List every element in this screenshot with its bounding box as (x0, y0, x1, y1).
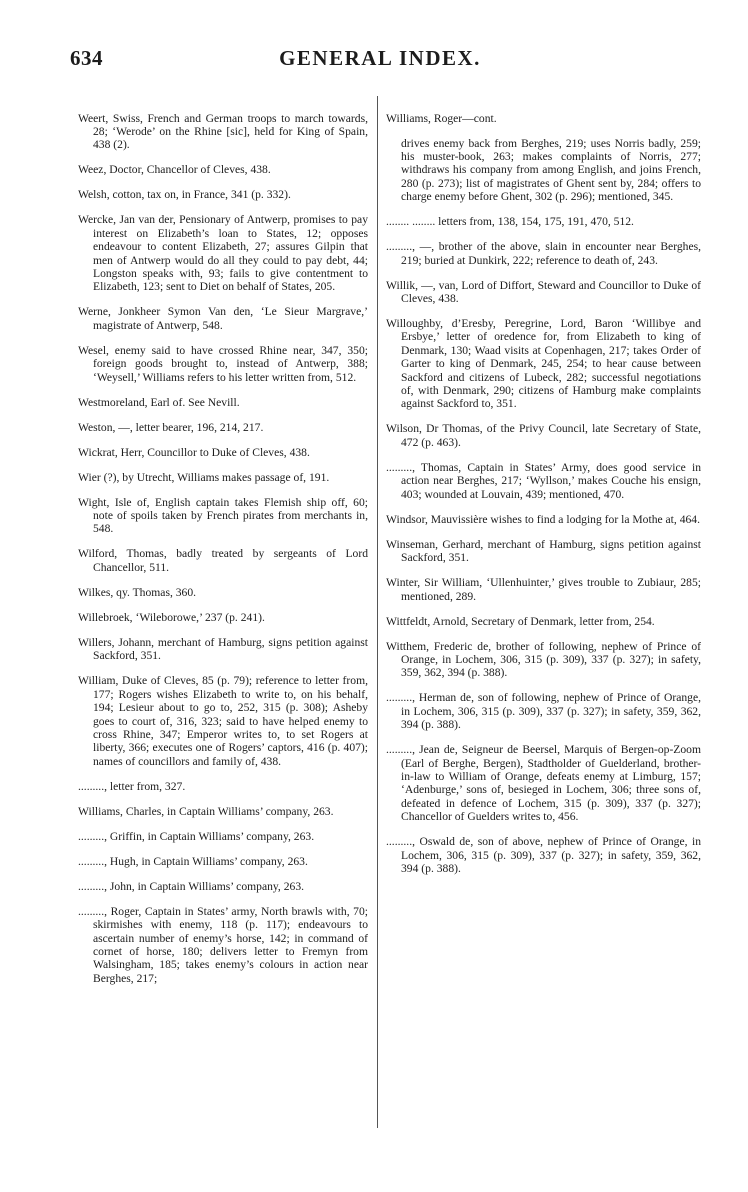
left-column (78, 100, 368, 991)
index-entry: ........., Thomas, Captain in States’ Army, does good service in action near Berghes, 217; ‘Wyllson,’ makes Couche his ensign, 403; wounded at Louvain, 439; mentioned, 470. (386, 460, 701, 501)
index-entry: Willers, Johann, merchant of Hamburg, signs petition against Sackford, 351. (78, 635, 368, 663)
index-entry: Westmoreland, Earl of. See Nevill. (78, 395, 240, 409)
index-entry: Wercke, Jan van der, Pensionary of Antwerp, promises to pay interest on Elizabeth’s loan to States, 12; opposes endeavour to content Elizabeth, 27; assures Gilpin that men of Antwerp would do all they could to pay debt, 44; Longston speaks with, 93; fails to give contentment to Elizabeth, 123; sent to Diet on behalf of States, 205. (78, 213, 368, 294)
index-entry: ........., Hugh, in Captain Williams’ company, 263. (78, 854, 308, 868)
right-column (386, 100, 701, 881)
index-entry: Werne, Jonkheer Symon Van den, ‘Le Sieur Margrave,’ magistrate of Antwerp, 548. (78, 305, 368, 332)
index-entry: ........., —, brother of the above, slain in encounter near Berghes, 219; buried at Dunkirk, 222; reference to death of, 243. (386, 240, 701, 267)
index-entry: Wilkes, qy. Thomas, 360. (78, 585, 197, 599)
index-entry: ........ ........ letters from, 138, 154, 175, 191, 470, 512. (386, 215, 634, 229)
index-entry-continuation: drives enemy back from Berghes, 219; uses Norris badly, 259; his muster-book, 263; makes complaints of Norris, 277; withdraws his company from among English, and joins French, 280 (p. 273); list of magistrates of Ghent sent by, 284; offers to charge enemy before Ghent, 302 (p. 296); mentioned, 345. (401, 136, 701, 204)
index-entry: Wier (?), by Utrecht, Williams makes passage of, 191. (78, 470, 330, 484)
index-entry: William, Duke of Cleves, 85 (p. 79); reference to letter from, 177; Rogers wishes Elizabeth to write to, on his behalf, 194; Lesieur about to go to, 252, 315 (p. 308); Asheby goes to court of, 316, 323; said to have helped enemy to cross Rhine, 347; Emperor writes to, to set Rogers at liberty, 366; executes one of Rogers’ captors, 416 (p. 407); names of councillors and family of, 438. (78, 674, 368, 768)
index-entry: Wittfeldt, Arnold, Secretary of Denmark, letter from, 254. (386, 614, 655, 628)
index-entry: ........., letter from, 327. (78, 779, 186, 793)
index-entry: Weert, Swiss, French and German troops to march towards, 28; ‘Werode’ on the Rhine [sic], held for King of Spain, 438 (2). (78, 111, 368, 152)
continuation-heading: Williams, Roger—cont. (386, 111, 497, 125)
index-entry: Welsh, cotton, tax on, in France, 341 (p. 332). (78, 188, 291, 202)
index-entry: ........., Oswald de, son of above, nephew of Prince of Orange, in Lochem, 306, 315 (p. 309), 337 (p. 327); in safety, 359, 362, 394 (p. 388). (386, 835, 701, 875)
index-entry: Winter, Sir William, ‘Ullenhuinter,’ gives trouble to Zubiaur, 285; mentioned, 289. (386, 576, 701, 603)
index-entry: ........., Roger, Captain in States’ army, North brawls with, 70; skirmishes with enemy, 118 (p. 117); endeavours to ascertain number of enemy’s horse, 142; in command of cornet of horse, 180; delivers letter to Fremyn from Walsingham, 185; takes enemy’s colours in action near Berghes, 217; (78, 904, 368, 985)
index-entry: Weez, Doctor, Chancellor of Cleves, 438. (78, 163, 271, 177)
index-entry: Witthem, Frederic de, brother of following, nephew of Prince of Orange, in Lochem, 306, 315 (p. 309), 337 (p. 327); in safety, 359, 362, 394 (p. 388). (386, 639, 701, 680)
index-entry: Willoughby, d’Eresby, Peregrine, Lord, Baron ‘Willibye and Ersbye,’ letter of oredence for, from Elizabeth to king of Denmark, 130; Waad visits at Copenhagen, 217; takes Order of Garter to king of Denmark, 245, 254; to hear cause between Sackford and citizens of Lubeck, 282; successful negotiations of, with Denmark, 290; citizens of Hamburg make complaints against Sackford to, 351. (386, 317, 701, 411)
index-entry: Willik, —, van, Lord of Diffort, Steward and Councillor to Duke of Cleves, 438. (386, 278, 701, 306)
index-entry: ........., John, in Captain Williams’ company, 263. (78, 879, 305, 893)
column-divider (377, 96, 378, 1128)
index-entry: Weston, —, letter bearer, 196, 214, 217. (78, 420, 264, 434)
page-header (70, 46, 690, 76)
index-entry: Williams, Charles, in Captain Williams’ company, 263. (78, 804, 334, 818)
index-entry: Wesel, enemy said to have crossed Rhine near, 347, 350; foreign goods brought to, instead of Antwerp, 388; ‘Weysell,’ Williams refers to his letter written from, 512. (78, 343, 368, 384)
index-entry: Willebroek, ‘Wileborowe,’ 237 (p. 241). (78, 610, 265, 624)
index-entry: Windsor, Mauvissière wishes to find a lodging for la Mothe at, 464. (386, 512, 700, 526)
index-entry: Winseman, Gerhard, merchant of Hamburg, signs petition against Sackford, 351. (386, 537, 701, 565)
index-entry: Wilson, Dr Thomas, of the Privy Council, late Secretary of State, 472 (p. 463). (386, 422, 701, 449)
index-entry: Wilford, Thomas, badly treated by sergeants of Lord Chancellor, 511. (78, 547, 368, 574)
index-entry: ........., Herman de, son of following, nephew of Prince of Orange, in Lochem, 306, 315 (p. 309), 337 (p. 327); in safety, 359, 362, 394 (p. 388). (386, 691, 701, 732)
index-entry: ........., Jean de, Seigneur de Beersel, Marquis of Bergen-op-Zoom (Earl of Berghe, Bergen), Stadtholder of Guelderland, brother-in-law to William of Orange, defeats enemy at Limburg, 157; ‘Adenburge,’ sons of, besieged in Lochem, 306; three sons of, defeated in defence of Lochem, 315 (p. 309), 337 (p. 327); Chancellor of Guelders writes to, 456. (386, 743, 701, 824)
index-entry: Wickrat, Herr, Councillor to Duke of Cleves, 438. (78, 445, 310, 459)
index-entry: Wight, Isle of, English captain takes Flemish ship off, 60; note of spoils taken by French pirates from merchants in, 548. (78, 495, 368, 536)
running-head: GENERAL INDEX. (279, 46, 481, 70)
page-number: 634 (70, 46, 103, 70)
index-entry: ........., Griffin, in Captain Williams’ company, 263. (78, 829, 315, 843)
